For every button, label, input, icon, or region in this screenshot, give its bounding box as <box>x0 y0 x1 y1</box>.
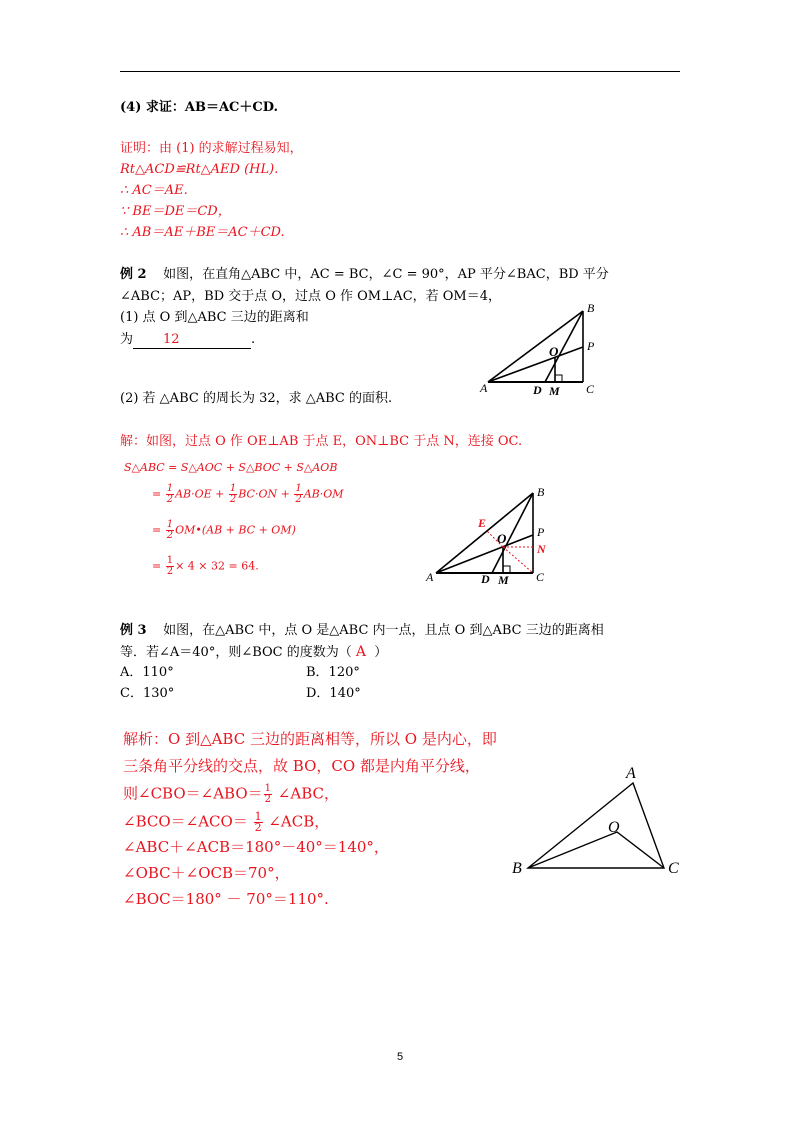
formula-line-1: S△ABC = S△AOC + S△BOC + S△AOB <box>124 461 338 474</box>
example3-stem-suffix: ） <box>374 645 388 660</box>
analysis-line-5: ∠ABC＋∠ACB＝180°－40°＝140°， <box>123 838 389 856</box>
frac-half-3: $\frac{1}{2}$ <box>295 483 302 505</box>
example2-q1-line1: (1) 点 O 到△ABC 三边的距离和 <box>120 310 309 325</box>
fig2-label-B: B <box>537 485 545 499</box>
fig3-label-O: O <box>608 819 620 836</box>
fig2-label-P: P <box>537 525 545 539</box>
fig1-label-P: P <box>587 339 595 353</box>
fig2-label-C: C <box>536 570 545 584</box>
example2-q2: (2) 若 △ABC 的周长为 32，求 △ABC 的面积. <box>120 391 393 406</box>
formula-line-4: = $\frac{1}{2}$ × 4 × 32 = 64. <box>152 555 259 577</box>
fig2-label-D: D <box>481 572 490 586</box>
fig1-label-C: C <box>586 382 595 396</box>
example2-solution-intro: 解：如图，过点 O 作 OE⊥AB 于点 E，ON⊥BC 于点 N，连接 OC. <box>120 434 523 449</box>
frac-half-5: $\frac{1}{2}$ <box>166 555 174 577</box>
analysis-line-6: ∠OBC＋∠OCB＝70°， <box>123 864 290 882</box>
example2-q1-suffix: . <box>251 332 256 347</box>
proof-line-4: ∵ BE＝DE＝CD， <box>120 204 231 219</box>
fig2-label-E: E <box>478 516 487 530</box>
part4-heading: (4) 求证：AB＝AC＋CD. <box>120 100 279 115</box>
page-number: 5 <box>396 1051 404 1063</box>
fig1-label-O: O <box>549 344 559 359</box>
analysis-line-2: 三条角平分线的交点，故 BO，CO 都是内角平分线， <box>123 757 480 775</box>
option-D: D．140° <box>306 686 361 701</box>
example2-q1-answer: 12 <box>163 332 180 347</box>
example2-label: 例 2 <box>120 267 147 282</box>
fig3-label-A: A <box>626 765 636 782</box>
example2-stem-text: 如图，在直角△ABC 中，AC = BC，∠C = 90°，AP 平分∠BAC，BD 平分 <box>163 267 609 282</box>
fig1-label-M: M <box>549 384 560 398</box>
fig3-lines-BO-OC <box>528 832 664 868</box>
analysis-line-3: 则∠CBO＝∠ABO＝ $\frac{1}{2}$ ∠ABC， <box>123 783 339 805</box>
proof-line-3: ∴ AC＝AE. <box>120 183 188 198</box>
formula-line-2: = $\frac{1}{2}$ AB·OE + $\frac{1}{2}$ BC·ON + $\frac{1}{2}$ AB·OM <box>152 483 344 505</box>
example3-answer: A <box>355 644 367 660</box>
fig3-triangle-ABC <box>528 783 664 868</box>
option-A: A．110° <box>120 665 174 680</box>
fig2-label-M: M <box>498 573 509 587</box>
fig3-label-B: B <box>512 860 522 877</box>
example2-stem-line2: ∠ABC；AP，BD 交于点 O，过点 O 作 OM⊥AC，若 OM＝4， <box>120 289 502 304</box>
example3-stem-prefix: 等．若∠A＝40°，则∠BOC 的度数为（ <box>120 645 352 660</box>
frac-half-1: $\frac{1}{2}$ <box>166 483 174 505</box>
fig1-label-B: B <box>587 301 595 315</box>
option-B: B．120° <box>306 665 360 680</box>
example3-label: 例 3 <box>120 623 147 638</box>
formula-line-3: = $\frac{1}{2}$ OM•(AB + BC + OM) <box>152 519 296 541</box>
fig2-label-N: N <box>537 542 546 556</box>
fig1-label-A: A <box>480 381 488 395</box>
frac-half-4: $\frac{1}{2}$ <box>166 519 174 541</box>
analysis-line-4: ∠BCO＝∠ACO＝ $\frac{1}{2}$ ∠ACB， <box>123 810 330 834</box>
analysis-frac-2: $\frac{1}{2}$ <box>254 810 262 834</box>
frac-half-2: $\frac{1}{2}$ <box>229 483 237 505</box>
fig2-label-A: A <box>426 570 434 584</box>
analysis-frac-1: $\frac{1}{2}$ <box>264 783 272 805</box>
analysis-line-7: ∠BOC＝180° － 70°＝110°. <box>123 890 329 908</box>
option-C: C．130° <box>120 686 175 701</box>
example2-q1-prefix: 为 <box>120 332 134 347</box>
proof-line-1: 证明：由 (1) 的求解过程易知， <box>120 141 303 156</box>
fig1-label-D: D <box>533 383 542 397</box>
example3-stem-text: 如图，在△ABC 中，点 O 是△ABC 内一点，且点 O 到△ABC 三边的距离相 <box>163 623 604 638</box>
fig3-label-C: C <box>668 860 679 877</box>
analysis-line-1: 解析：O 到△ABC 三边的距离相等，所以 O 是内心，即 <box>123 730 497 748</box>
proof-line-2: Rt△ACD≌Rt△AED (HL). <box>120 162 279 177</box>
fig2-label-O: O <box>497 531 507 546</box>
proof-line-5: ∴ AB＝AE＋BE＝AC＋CD. <box>120 225 285 240</box>
